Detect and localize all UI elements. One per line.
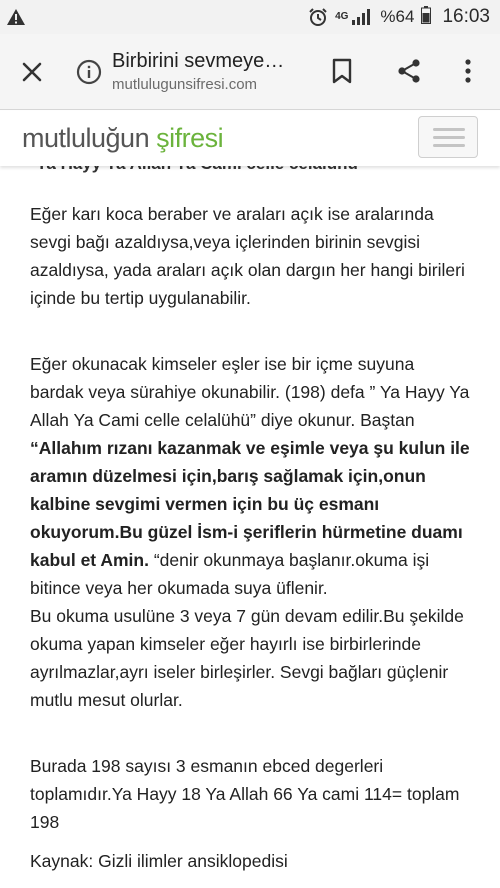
hamburger-bar — [433, 136, 465, 139]
logo-text-accent: şifresi — [156, 123, 224, 153]
source-line: Kaynak: Gizli ilimler ansiklopedisi — [30, 851, 288, 871]
status-bar — [0, 0, 500, 34]
overflow-menu-icon[interactable] — [456, 57, 480, 85]
warning-icon — [6, 8, 26, 26]
signal-strength-icon — [351, 9, 373, 25]
paragraph — [30, 350, 470, 714]
article-content — [0, 166, 500, 888]
hamburger-menu-button[interactable] — [418, 116, 478, 158]
page-url: mutlulugunsifresi.com — [112, 76, 258, 93]
hamburger-bar — [433, 144, 465, 147]
paragraph: Burada 198 sayısı 3 esmanın ebced degerleri toplamıdır.Ya Hayy 18 Ya Allah 66 Ya cami 114= toplam 198 — [30, 756, 460, 832]
battery-icon — [421, 6, 431, 29]
paragraph-text: Eğer okunacak kimseler eşler ise bir içme suyuna bardak veya sürahiye okunabilir. (198) defa ” Ya Hayy Ya Allah Ya Cami celle celalühü” diye okunur. Baştan — [30, 354, 470, 430]
info-icon[interactable] — [76, 59, 102, 85]
paragraph: Eğer karı koca beraber ve araları açık ise aralarında sevgi bağı azaldıysa,veya içlerinden birinin sevgisi azaldıysa, yada araları açık olan dargın her hangi birileri içinde bu tertip uygulanabilir. — [30, 204, 465, 308]
alarm-icon — [308, 7, 328, 27]
close-icon[interactable] — [18, 58, 46, 86]
site-logo[interactable] — [22, 123, 223, 154]
clock: 16:03 — [442, 6, 490, 27]
paragraph-text: “denir okunmaya başlanır.okuma işi bitince veya her okumada suya üflenir. — [30, 550, 430, 598]
logo-text-primary: mutluluğun — [22, 123, 157, 153]
page-title-block[interactable] — [112, 48, 312, 96]
hamburger-bar — [433, 128, 465, 131]
share-icon[interactable] — [395, 57, 423, 85]
page-title: Birbirini sevmeye… — [112, 50, 285, 72]
browser-toolbar — [0, 34, 500, 110]
paragraph-bold-text: “Allahım rızanı kazanmak ve eşimle veya şu kulun ile aramın düzelmesi için,barış sağlamak için,onun kalbine sevgimi vermen için bu üç esmanı okuyorum.Bu güzel İsm-i şeriflerin hürmetine duamı kabul et Amin. — [30, 438, 470, 570]
bookmark-icon[interactable] — [330, 57, 354, 85]
paragraph-text: Bu okuma usulüne 3 veya 7 gün devam edilir.Bu şekilde okuma yapan kimseler eğer hayırlı ise birbirlerinde ayrılmazlar,ayrı iseler birleşirler. Sevgi bağları güçlenir mutlu mesut olurlar. — [30, 606, 464, 710]
battery-percent: %64 — [380, 7, 415, 26]
network-type-label: 4G — [335, 11, 349, 22]
